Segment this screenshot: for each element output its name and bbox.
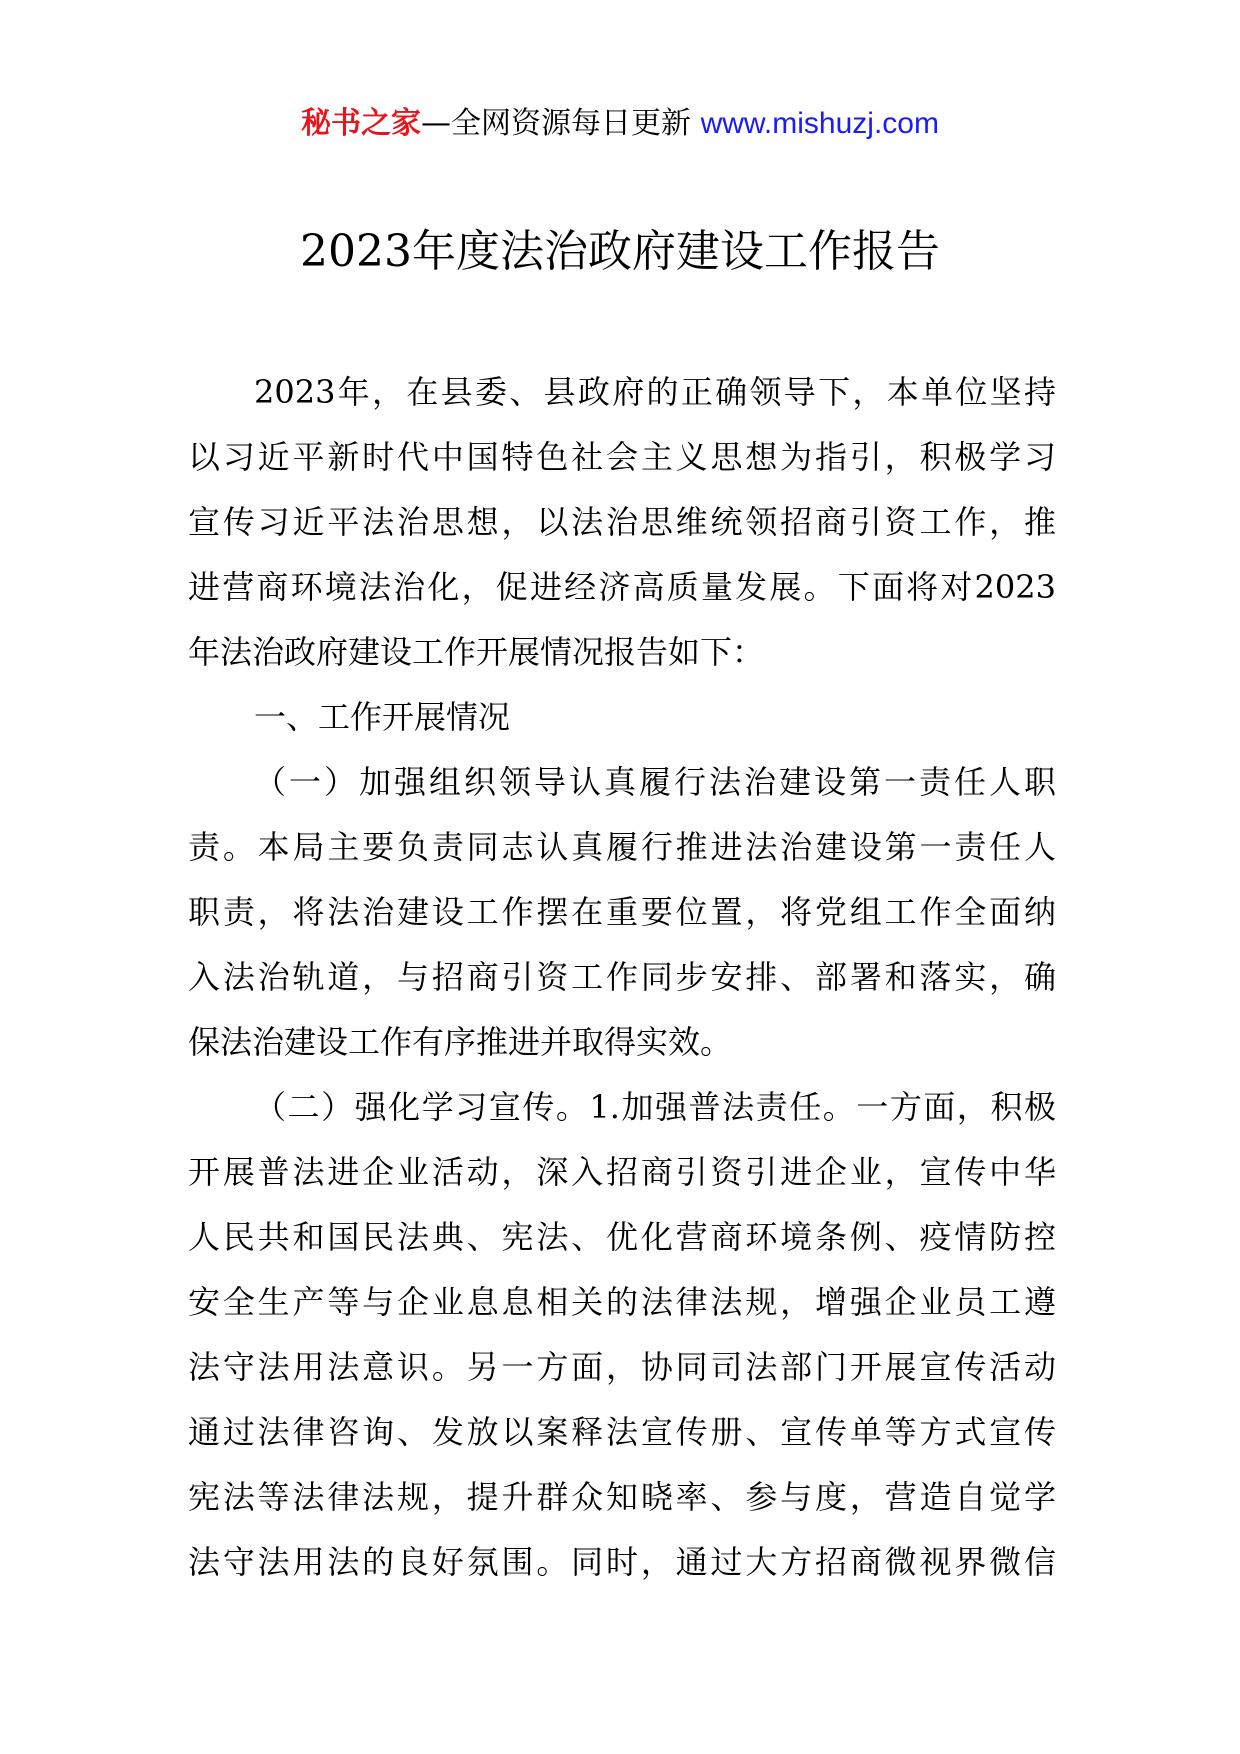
body-line: 开展普法进企业活动，深入招商引资引进企业，宣传中华	[188, 1153, 1056, 1191]
body-line: 保法治建设工作有序推进并取得实效。	[188, 1023, 733, 1061]
header-slogan: —全网资源每日更新	[421, 106, 701, 141]
body-line: 入法治轨道，与招商引资工作同步安排、部署和落实，确	[188, 958, 1056, 996]
site-url[interactable]: www.mishuzj.com	[700, 107, 939, 140]
body-line: 进营商环境法治化，促进经济高质量发展。下面将对2023	[188, 568, 1056, 606]
body-line: 法守法用法意识。另一方面，协同司法部门开展宣传活动	[188, 1348, 1056, 1386]
body-line: 宣传习近平法治思想，以法治思维统领招商引资工作，推	[188, 503, 1056, 541]
body-line: 安全生产等与企业息息相关的法律法规，增强企业员工遵	[188, 1283, 1056, 1321]
body-line: 职责，将法治建设工作摆在重要位置，将党组工作全面纳	[188, 893, 1056, 931]
body-line: 一、工作开展情况	[254, 698, 511, 736]
body-line: 人民共和国民法典、宪法、优化营商环境条例、疫情防控	[188, 1218, 1056, 1256]
document-title: 2023年度法治政府建设工作报告	[300, 226, 940, 277]
body-line: 责。本局主要负责同志认真履行推进法治建设第一责任人	[188, 828, 1056, 866]
body-line: （二）强化学习宣传。1.加强普法责任。一方面，积极	[254, 1088, 1056, 1126]
body-line: 年法治政府建设工作开展情况报告如下：	[188, 633, 765, 671]
body-line: 宪法等法律法规，提升群众知晓率、参与度，营造自觉学	[188, 1478, 1056, 1516]
brand-name: 秘书之家	[301, 106, 422, 141]
body-line: （一）加强组织领导认真履行法治建设第一责任人职	[254, 763, 1056, 801]
body-line: 2023年，在县委、县政府的正确领导下，本单位坚持	[254, 373, 1056, 411]
body-line: 通过法律咨询、发放以案释法宣传册、宣传单等方式宣传	[188, 1413, 1056, 1451]
document-body	[188, 360, 1056, 1595]
site-header	[0, 100, 1240, 148]
body-line: 以习近平新时代中国特色社会主义思想为指引，积极学习	[188, 438, 1056, 476]
body-line: 法守法用法的良好氛围。同时，通过大方招商微视界微信	[188, 1543, 1056, 1581]
